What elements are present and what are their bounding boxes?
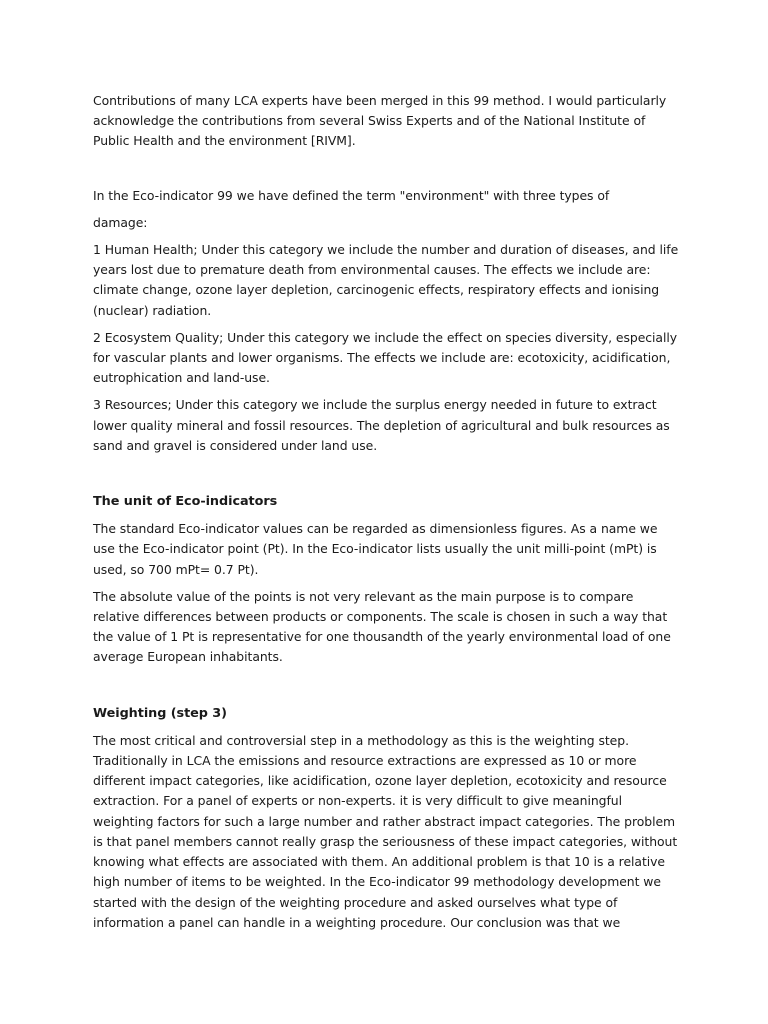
paragraph-unit-1: The standard Eco-indicator values can be regarded as dimensionless figures. As a name we use the Eco-indicator point (Pt). In the Eco-indicator lists usually the unit milli-point (mPt) is used, so 700 mPt= 0.7 Pt). bbox=[93, 521, 658, 577]
paragraph-contributions: Contributions of many LCA experts have been merged in this 99 method. I would particularly acknowledge the contributions from several Swiss Experts and of the National Institute of Public Health and the environment [RIVM]. bbox=[93, 93, 667, 149]
paragraph-unit-2: The absolute value of the points is not very relevant as the main purpose is to compare relative differences between products or components. The scale is chosen in such a way that the value of 1 Pt is representative for one thousandth of the yearly environmental load of one average European inhabitants. bbox=[93, 588, 671, 665]
paragraph-damage: damage: bbox=[93, 214, 148, 230]
paragraph-human-health: 1 Human Health; Under this category we include the number and duration of diseases, and life years lost due to premature death from environmental causes. The effects we include are: climate change, ozone layer depletion, carcinogenic effects, respiratory effects and ionising (nuclear) radiation. bbox=[93, 242, 679, 318]
paragraph-weighting: The most critical and controversial step in a methodology as this is the weighting step. Traditionally in LCA the emissions and resource extractions are expressed as 10 or more different impact categories, like acidification, ozone layer depletion, ecotoxicity and resource extraction. For a panel of experts or non-experts. it is very difficult to give meaningful weighting factors for such a large number and rather abstract impact categories. The problem is that panel members cannot really grasp the seriousness of these impact categories, without knowing what effects are associated with them. An additional problem is that 10 is a relative high number of items to be weighted. In the Eco-indicator 99 methodology development we started with the design of the weighting procedure and asked ourselves what type of information a panel can handle in a weighting procedure. Our conclusion was that we bbox=[93, 732, 678, 930]
heading-unit-of-eco-indicators: The unit of Eco-indicators bbox=[93, 494, 278, 510]
paragraph-environment-definition: In the Eco-indicator 99 we have defined the term "environment" with three types of bbox=[93, 187, 610, 203]
paragraph-resources: 3 Resources; Under this category we include the surplus energy needed in future to extract lower quality mineral and fossil resources. The depletion of agricultural and bulk resources as sand and gravel is considered under land use. bbox=[93, 397, 670, 453]
document-page bbox=[93, 91, 683, 933]
paragraph-ecosystem-quality: 2 Ecosystem Quality; Under this category we include the effect on species diversity, especially for vascular plants and lower organisms. The effects we include are: ecotoxicity, acidification, eutrophication and land-use. bbox=[93, 329, 678, 386]
heading-weighting: Weighting (step 3) bbox=[93, 705, 227, 721]
